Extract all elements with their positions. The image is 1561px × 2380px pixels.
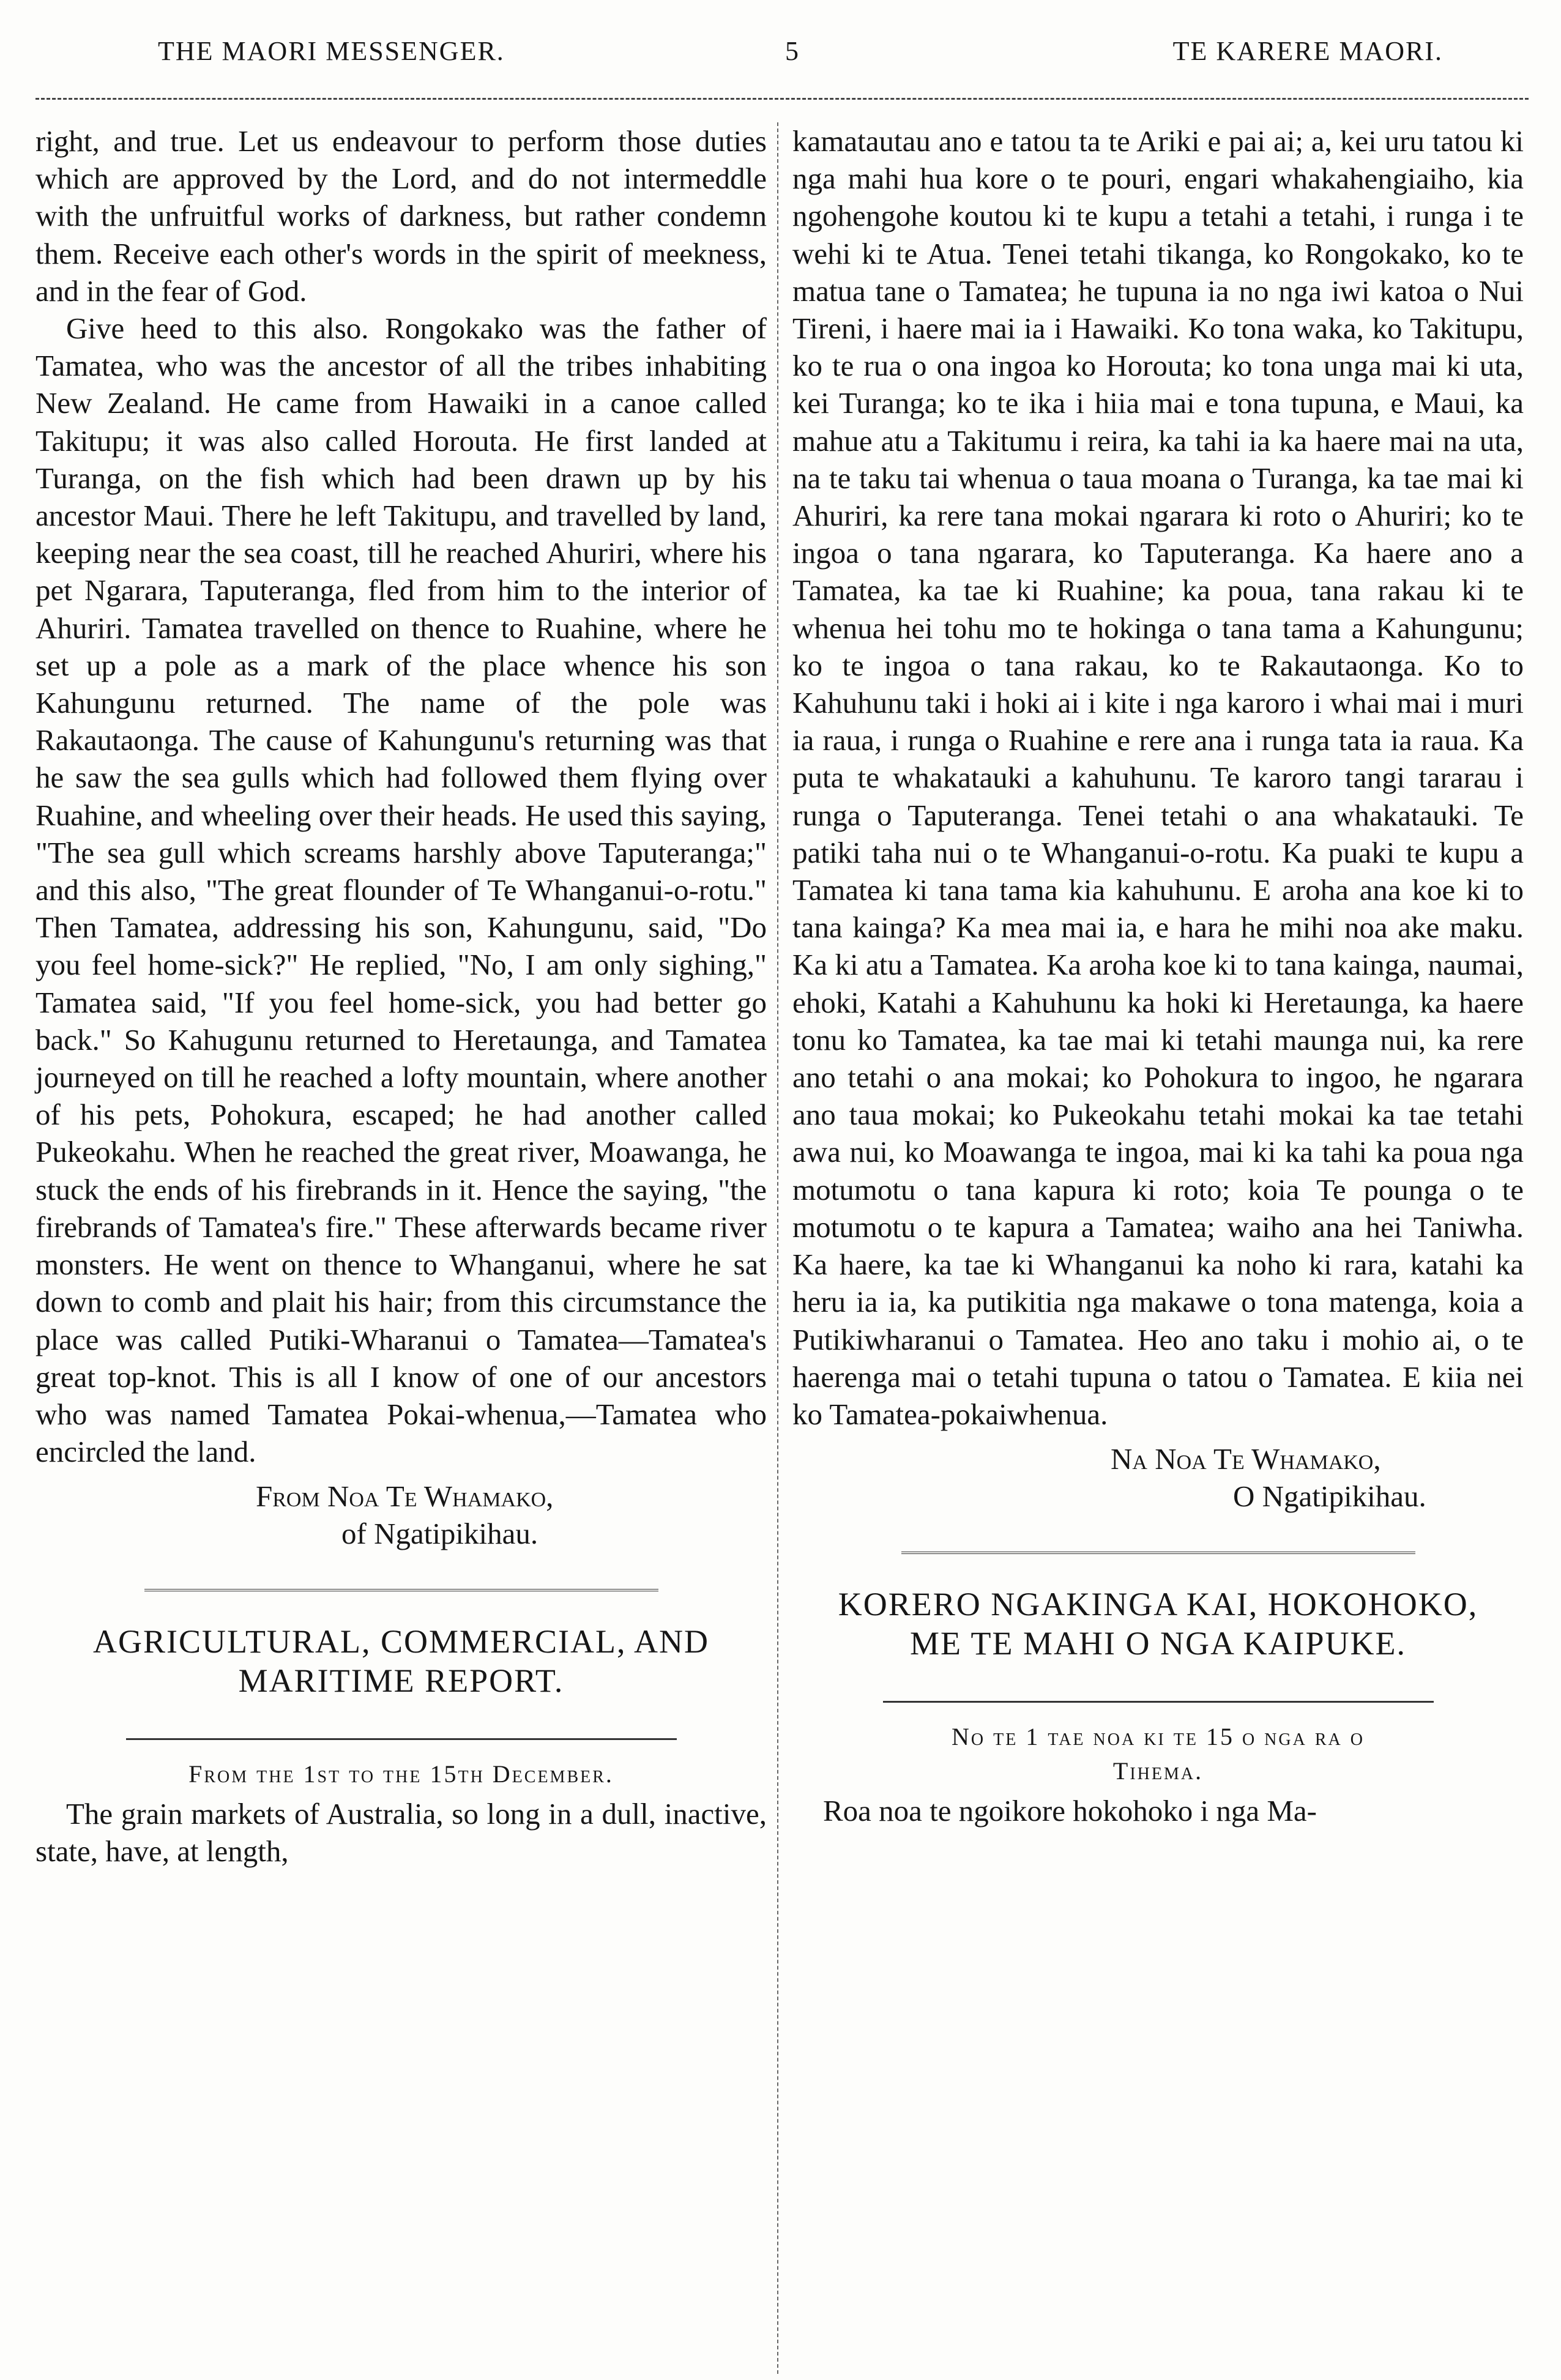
section-title-line-2: MARITIME REPORT. (238, 1662, 564, 1700)
signature-author: From Noa Te Whamako, (256, 1479, 554, 1514)
english-paragraph-2: Give heed to this also. Rongokako was the father of Tamatea, who was the ancestor of all the tribes inhabiting New Zealand. He came from Hawaiki in a canoe called Takitupu; it was also called Horouta. He first landed at Turanga, on the fish which had been drawn up by his ancestor Maui. There he left Takitupu, and travelled by land, keeping near the sea coast, till he reached Ahuriri, where his pet Ngarara, Taputeranga, fled from him to the interior of Ahuriri. Tamatea travelled on thence to Ruahine, where he set up a pole as a mark of the place whence his son Kahungunu returned. The name of the pole was Rakautaonga. The cause of Kahungunu's returning was that he saw the sea gulls which had followed them flying over Ruahine, and wheeling over their heads. He used this saying, "The sea gull which screams harshly above Taputeranga;" and this also, "The great flounder of Te Whanganui-o-rotu." Then Tamatea, addressing his son, Kahungunu, said, "Do you feel home-sick?" He replied, "No, I am only sighing," Tamatea said, "If you feel home-sick, you had better go back." So Kahugunu returned to Heretaunga, and Tamatea journeyed on till he reached a lofty mountain, where another of his pets, Pohokura, escaped; he had another called Pukeokahu. When he reached the great river, Moawanga, he stuck the ends of his firebrands in it. Hence the saying, "the firebrands of Tamatea's fire." These afterwards became river monsters. He went on thence to Whanganui, where he sat down to comb and plait his hair; from this circumstance the place was called Putiki-Wharanui o Tamatea—Tamatea's great top-knot. This is all I know of one of our ancestors who was named Tamatea Pokai-whenua,—Tamatea who encircled the land. (35, 311, 767, 1469)
page-header (35, 24, 1535, 73)
report-paragraph: The grain markets of Australia, so long in a dull, inactive, state, have, at length, (35, 1797, 767, 1869)
english-signature (35, 1478, 767, 1552)
maori-column (792, 122, 1524, 1829)
section-title (792, 1585, 1524, 1663)
english-column (35, 122, 767, 1870)
report-dateline-line-2: Tihema. (1112, 1757, 1204, 1785)
section-title (35, 1622, 767, 1700)
header-rule (35, 98, 1529, 100)
section-title-line-1: AGRICULTURAL, COMMERCIAL, AND (92, 1623, 710, 1660)
masthead-maori: TE KARERE MAORI. (1172, 36, 1443, 66)
maori-paragraph-1: kamatautau ano e tatou ta te Ariki e pai ai; a, kei uru tatou ki nga mahi hua kore o te pouri, engari whakahengiaiho, kia ngohengohe koutou ki te kupu a tetahi a tetahi, i runga i te wehi ki te Atua. Tenei tetahi tikanga, ko Rongokako, ko te matua tane o Tamatea; he tupuna ia no nga iwi katoa o Nui Tireni, i haere mai ia i Hawaiki. Ko tona waka, ko Takitupu, ko te rua o ona ingoa ko Horouta; ko tona unga mai ki uta, kei Turanga; ko te ika i hiia mai e tona tupuna, e Maui, ka mahue atu a Takitumu i reira, ka tahi ia ka haere mai na uta, na te taku tai whenua o taua moana o Turanga, ka tae mai ki Ahuriri, ka rere tana mokai ngarara ki roto o Ahuriri; ko te ingoa o tana ngarara, ko Taputeranga. Ka haere ano a Tamatea, ka tae ki Ruahine; ka poua, tana rakau ki te whenua hei tohu mo te hokinga o tana tama a Kahungunu; ko te ingoa o tana rakau, ko te Rakautaonga. Ko to Kahuhunu taki i hoki ai i kite i nga karoro i whai mai i muri ia raua, i runga o Ruahine e rere ana i runga tata ia raua. Ka puta te whakatauki a kahuhunu. Te karoro tangi tararau i runga o Taputeranga. Tenei tetahi o ana whakatauki. Te patiki taha nui o te Whanganui-o-rotu. Ka puaki te kupu a Tamatea ki tana tama kia kahuhunu. E aroha ana koe ki to tana kainga? Ka mea mai ia, e hara he mihi noa ake maku. Ka ki atu a Tamatea. Ka aroha koe ki to tana kainga, naumai, ehoki, Katahi a Kahuhunu ka hoki ki Heretaunga, ka haere tonu ko Tamatea, ka tae mai ki tetahi maunga nui, ka rere ano tetahi o ana mokai; ko Pohokura to ingoo, he ngarara ano taua mokai; ko Pukeokahu tetahi mokai ka tae tetahi awa nui, ko Moawanga te ingoa, mai ki ka tahi ka poua nga motumotu o tana kapura ki roto; koia Te pounga o te motumotu o te kapura a Tamatea; waiho ana hei Taniwha. Ka haere, ka tae ki Whanganui ka noho ki rara, katahi ka heru ia ia, ka putikitia nga makawe o tona matenga, koia a Putikiwharanui o Tamatea. Heo ano taku i mohio ai, o te haerenga mai o tetahi tupuna o tatou o Tamatea. E kiia nei ko Tamatea-pokaiwhenua. (792, 124, 1524, 1431)
section-title-line-2: ME TE MAHI O NGA KAIPUKE. (910, 1625, 1406, 1662)
signature-tribe: O Ngatipikihau. (1233, 1479, 1426, 1514)
page-number: 5 (785, 36, 800, 66)
maori-signature (792, 1440, 1524, 1515)
masthead-english: THE MAORI MESSENGER. (158, 36, 505, 66)
signature-author: Na Noa Te Whamako, (1111, 1442, 1381, 1476)
english-paragraph-1: right, and true. Let us endeavour to perform those duties which are approved by the Lord, and do not intermeddle with the unfruitful works of darkness, but rather condemn them. Receive each other's words in the spirit of meekness, and in the fear of God. (35, 124, 767, 308)
column-divider (777, 122, 778, 2374)
report-dateline: From the 1st to the 15th December. (188, 1760, 614, 1788)
section-title-line-1: KORERO NGAKINGA KAI, HOKOHOKO, (838, 1586, 1478, 1623)
report-dateline (792, 1720, 1524, 1788)
section-separator (901, 1552, 1415, 1554)
report-paragraph: Roa noa te ngoikore hokohoko i nga Ma- (823, 1794, 1317, 1828)
dateline-rule (126, 1738, 677, 1740)
section-separator (144, 1589, 658, 1591)
report-dateline-line-1: No te 1 tae noa ki te 15 o nga ra o (952, 1723, 1365, 1751)
signature-tribe: of Ngatipikihau. (341, 1517, 538, 1551)
dateline-rule (883, 1701, 1434, 1703)
